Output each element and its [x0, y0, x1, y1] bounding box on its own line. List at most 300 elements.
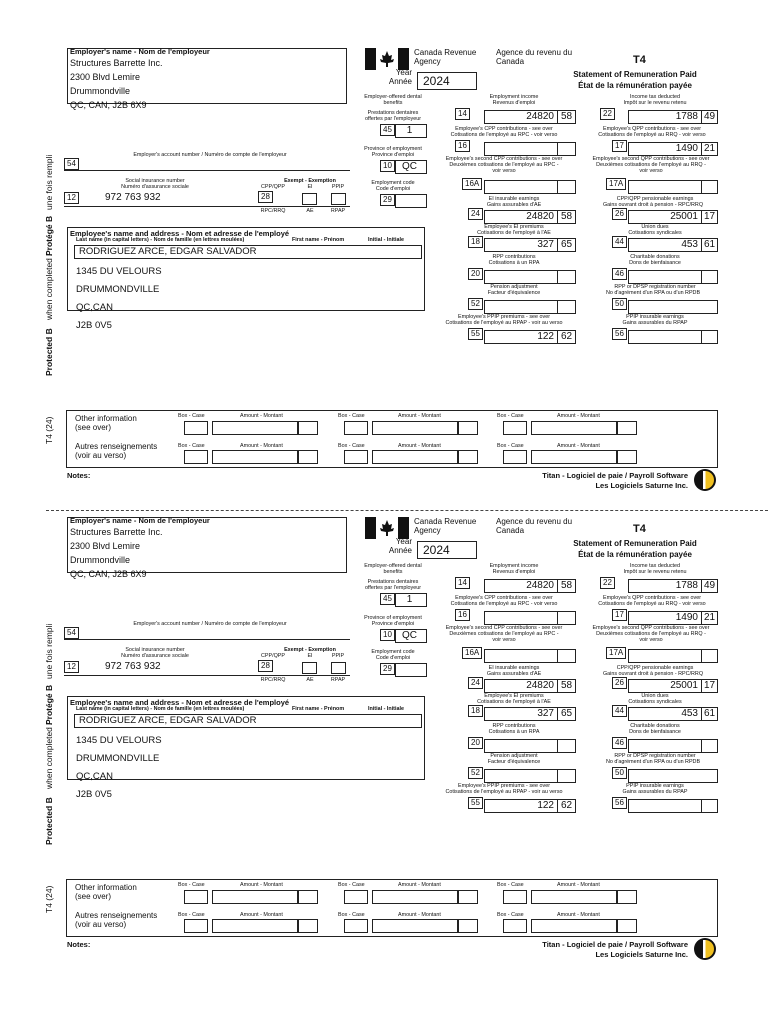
other-box-1-code[interactable] [184, 421, 208, 435]
province-label-2: Province d'emploi [371, 621, 415, 627]
notes-label: Notes: [67, 471, 91, 480]
b46-label-en: Charitable donations [630, 723, 680, 729]
b16-label-en: Employee's CPP contributions - see over [455, 595, 553, 601]
box-50-value [628, 769, 718, 783]
other-box-3-cents[interactable] [617, 421, 637, 435]
account-line [64, 639, 350, 640]
other-box-1-code[interactable] [184, 890, 208, 904]
b17A-label-fr: Deuxièmes cotisations de l'employé au RRQ - [596, 162, 706, 168]
side-protege: Protégé B [44, 215, 54, 256]
box-17A-number: 17A [606, 178, 626, 190]
titan-software-line-1: Titan - Logiciel de paie / Payroll Software [542, 471, 688, 480]
box-29-number: 29 [380, 194, 395, 206]
exempt-cpp: CPP/QPP [261, 184, 285, 190]
cra-en-2: Agency [414, 526, 441, 535]
other-col-box-4: Box - Case [178, 912, 205, 918]
box-56-cents [702, 799, 718, 813]
exempt-ei-box[interactable] [302, 662, 317, 674]
box-17A-dollars [628, 180, 702, 194]
box-17A-number: 17A [606, 647, 626, 659]
box-20-dollars [484, 270, 558, 284]
box-17-cents: 21 [702, 142, 718, 156]
box-45-value: 1 [395, 124, 427, 138]
b56-label-en: PPIP insurable earnings [626, 783, 684, 789]
b26-label-en: CPP/QPP pensionable earnings [616, 196, 694, 202]
sin-label-fr: Numéro d'assurance sociale [121, 184, 189, 190]
exempt-label: Exempt - Exemption [284, 647, 336, 653]
t4-slip-top [0, 44, 768, 514]
employee-sub-initial: Initial - Initiale [368, 237, 404, 243]
b46-label-fr: Dons de bienfaisance [629, 260, 681, 266]
exempt-rpc: RPC/RRQ [260, 677, 286, 683]
year-label-en: Year [395, 68, 412, 77]
other-col-box-2: Box - Case [338, 882, 365, 888]
box-22-cents: 49 [702, 110, 718, 124]
other-col-amount-6: Amount - Montant [557, 912, 600, 918]
box-24-dollars: 24820 [484, 679, 558, 693]
box-50-number: 50 [612, 298, 627, 310]
account-line [64, 170, 350, 171]
b18-label-fr: Cotisations de l'employé à l'AE [477, 699, 551, 705]
other-box-4-cents[interactable] [298, 919, 318, 933]
box-54-number: 54 [64, 627, 79, 639]
box-55-dollars: 122 [484, 799, 558, 813]
employer-title: Employer's name - Nom de l'employeur [70, 516, 210, 525]
b26-label-fr: Gains ouvrant droit à pension - RPC/RRQ [602, 671, 704, 677]
box-22-cents: 49 [702, 579, 718, 593]
exempt-ae: AE [306, 208, 314, 214]
b14-label-fr: Revenus d'emploi [492, 569, 536, 575]
other-box-3-code[interactable] [503, 890, 527, 904]
box-29-value [395, 194, 427, 208]
employee-address-4: J2B 0V5 [76, 320, 112, 331]
employee-sub-first: First name - Prénom [292, 237, 345, 243]
side-margin-text [44, 583, 64, 913]
b50-label-fr: No d'agrément d'un RPA ou d'un RPDB [605, 759, 701, 765]
other-col-amount-3: Amount - Montant [557, 413, 600, 419]
b22-label-fr: Impôt sur le revenu retenu [623, 100, 687, 106]
other-box-5-amount[interactable] [372, 919, 458, 933]
box-56-dollars [628, 330, 702, 344]
other-col-box-6: Box - Case [497, 912, 524, 918]
box-50-number: 50 [612, 767, 627, 779]
box-16A-dollars [484, 649, 558, 663]
b44-label-en: Union dues [641, 693, 669, 699]
b17A-label-fr2: voir verso [639, 637, 663, 643]
exempt-ei-box[interactable] [302, 193, 317, 205]
province-label-1: Province of employment [364, 146, 422, 152]
box-52-cents [558, 300, 576, 314]
b52-label-fr: Facteur d'équivalence [487, 759, 541, 765]
box-45-number: 45 [380, 124, 395, 136]
exempt-ae: AE [306, 677, 314, 683]
sin-label-en: Social insurance number [125, 647, 185, 653]
other-label-en: Other information [75, 883, 137, 892]
employee-sub-last: Last name (in capital letters) - Nom de famille (en lettres moulées) [76, 706, 245, 712]
other-col-box-2: Box - Case [338, 413, 365, 419]
box-56-dollars [628, 799, 702, 813]
b55-label-fr: Cotisations de l'employé au RPAP - voir au verso [445, 789, 563, 795]
employer-name: Structures Barrette Inc. [70, 527, 163, 537]
form-title-fr: État de la rémunération payée [578, 81, 692, 90]
side-protected: Protected B [44, 328, 54, 376]
other-box-4-amount[interactable] [212, 450, 298, 464]
box-10-value: QC [395, 629, 427, 643]
exempt-label: Exempt - Exemption [284, 178, 336, 184]
employer-address-3: QC, CAN, J2B 6X9 [70, 100, 147, 110]
box-50-value [628, 300, 718, 314]
other-box-3-cents[interactable] [617, 890, 637, 904]
other-label-fr: Autres renseignements [75, 442, 158, 451]
exempt-ppip: PPIP [331, 653, 345, 659]
b14-label-en: Employment income [489, 563, 539, 569]
box-12-number: 12 [64, 661, 79, 673]
box-46-dollars [628, 270, 702, 284]
box-16-number: 16 [455, 609, 470, 621]
box-18-number: 18 [468, 705, 483, 717]
box-17A-dollars [628, 649, 702, 663]
saturne-logo-icon [693, 937, 717, 961]
box-52-number: 52 [468, 298, 483, 310]
box-18-number: 18 [468, 236, 483, 248]
empcode-label-2: Code d'emploi [375, 186, 411, 192]
other-box-5-code[interactable] [344, 450, 368, 464]
box-16-dollars [484, 142, 558, 156]
b52-label-en: Pension adjustment [490, 284, 538, 290]
b46-label-fr: Dons de bienfaisance [629, 729, 681, 735]
box-18-cents: 65 [558, 707, 576, 721]
other-box-1-amount[interactable] [212, 421, 298, 435]
other-box-6-code[interactable] [503, 919, 527, 933]
b24-label-en: EI insurable earnings [488, 196, 540, 202]
box-46-cents [702, 270, 718, 284]
employee-address-2: DRUMMONDVILLE [76, 284, 160, 295]
box-16-dollars [484, 611, 558, 625]
box-55-number: 55 [468, 328, 483, 340]
other-box-1-cents[interactable] [298, 890, 318, 904]
empcode-label-1: Employment code [371, 649, 415, 655]
dental-label-2: benefits [383, 100, 403, 106]
b56-label-en: PPIP insurable earnings [626, 314, 684, 320]
b20-label-en: RPP contributions [492, 723, 536, 729]
cra-en-2: Agency [414, 57, 441, 66]
box-29-value [395, 663, 427, 677]
b26-label-en: CPP/QPP pensionable earnings [616, 665, 694, 671]
box-14-cents: 58 [558, 579, 576, 593]
box-55-cents: 62 [558, 330, 576, 344]
box-22-dollars: 1788 [628, 110, 702, 124]
other-label-fr-2: (voir au verso) [75, 451, 127, 460]
other-box-6-amount[interactable] [531, 919, 617, 933]
box-44-cents: 61 [702, 238, 718, 252]
cra-fr-2: Canada [496, 57, 525, 66]
other-box-6-code[interactable] [503, 450, 527, 464]
titan-software-line-1: Titan - Logiciel de paie / Payroll Software [542, 940, 688, 949]
b16A-label-fr2: voir verso [492, 637, 516, 643]
dental-label-3: Prestations dentaires [367, 579, 419, 585]
b17A-label-fr: Deuxièmes cotisations de l'employé au RRQ - [596, 631, 706, 637]
box-17-dollars: 1490 [628, 611, 702, 625]
b52-label-en: Pension adjustment [490, 753, 538, 759]
box-22-number: 22 [600, 108, 615, 120]
b17-label-en: Employee's QPP contributions - see over [602, 126, 701, 132]
other-box-3-amount[interactable] [531, 421, 617, 435]
b18-label-en: Employee's EI premiums [484, 224, 544, 230]
account-label: Employer's account number / Numéro de compte de l'employeur [133, 152, 287, 158]
b44-label-fr: Cotisations syndicales [628, 230, 682, 236]
other-box-2-code[interactable] [344, 890, 368, 904]
b44-label-en: Union dues [641, 224, 669, 230]
other-box-2-code[interactable] [344, 421, 368, 435]
b56-label-fr: Gains assurables du RPAP [622, 789, 688, 795]
box-45-value: 1 [395, 593, 427, 607]
other-box-2-cents[interactable] [458, 421, 478, 435]
other-box-6-cents[interactable] [617, 450, 637, 464]
other-col-box-1: Box - Case [178, 882, 205, 888]
employee-sub-last: Last name (in capital letters) - Nom de famille (en lettres moulées) [76, 237, 245, 243]
box-14-dollars: 24820 [484, 579, 558, 593]
b14-label-en: Employment income [489, 94, 539, 100]
box-16A-number: 16A [462, 647, 482, 659]
box-28-number: 28 [258, 191, 273, 203]
box-26-number: 26 [612, 677, 627, 689]
other-col-box-1: Box - Case [178, 413, 205, 419]
box-52-cents [558, 769, 576, 783]
b17A-label-fr2: voir verso [639, 168, 663, 174]
box-14-number: 14 [455, 577, 470, 589]
other-box-3-amount[interactable] [531, 890, 617, 904]
box-55-cents: 62 [558, 799, 576, 813]
notes-label: Notes: [67, 940, 91, 949]
box-10-number: 10 [380, 629, 395, 641]
b17A-label-en: Employee's second QPP contributions - see over [592, 625, 710, 631]
employee-address-2: DRUMMONDVILLE [76, 753, 160, 764]
b22-label-fr: Impôt sur le revenu retenu [623, 569, 687, 575]
b14-label-fr: Revenus d'emploi [492, 100, 536, 106]
t4-slip-bottom [0, 513, 768, 983]
other-col-amount-4: Amount - Montant [240, 912, 283, 918]
box-18-dollars: 327 [484, 707, 558, 721]
employee-address-1: 1345 DU VELOURS [76, 266, 162, 277]
box-44-number: 44 [612, 705, 627, 717]
box-26-number: 26 [612, 208, 627, 220]
other-col-box-4: Box - Case [178, 443, 205, 449]
other-col-amount-2: Amount - Montant [398, 413, 441, 419]
other-box-4-code[interactable] [184, 450, 208, 464]
box-55-dollars: 122 [484, 330, 558, 344]
b16A-label-en: Employee's second CPP contributions - see over [445, 625, 563, 631]
form-code: T4 [633, 54, 646, 66]
form-code: T4 [633, 523, 646, 535]
form-title-fr: État de la rémunération payée [578, 550, 692, 559]
b18-label-fr: Cotisations de l'employé à l'AE [477, 230, 551, 236]
dental-label-4: offertes par l'employeur [364, 116, 422, 122]
side-form-code: T4 (24) [44, 885, 54, 913]
other-col-amount-5: Amount - Montant [398, 912, 441, 918]
other-col-amount-2: Amount - Montant [398, 882, 441, 888]
box-46-cents [702, 739, 718, 753]
box-26-dollars: 25001 [628, 210, 702, 224]
box-20-cents [558, 270, 576, 284]
b17-label-en: Employee's QPP contributions - see over [602, 595, 701, 601]
form-title-en: Statement of Remuneration Paid [573, 70, 697, 79]
other-box-6-amount[interactable] [531, 450, 617, 464]
box-14-dollars: 24820 [484, 110, 558, 124]
other-col-amount-5: Amount - Montant [398, 443, 441, 449]
box-52-number: 52 [468, 767, 483, 779]
box-26-cents: 17 [702, 679, 718, 693]
employer-name: Structures Barrette Inc. [70, 58, 163, 68]
sin-label-en: Social insurance number [125, 178, 185, 184]
other-box-2-cents[interactable] [458, 890, 478, 904]
box-44-dollars: 453 [628, 238, 702, 252]
box-46-dollars [628, 739, 702, 753]
box-24-cents: 58 [558, 210, 576, 224]
employee-address-3: QC,CAN [76, 771, 113, 782]
saturne-logo-icon [693, 468, 717, 492]
side-form-code: T4 (24) [44, 416, 54, 444]
box-26-dollars: 25001 [628, 679, 702, 693]
box-20-number: 20 [468, 268, 483, 280]
year-value: 2024 [417, 72, 477, 90]
side-margin-text [44, 114, 64, 444]
b16A-label-en: Employee's second CPP contributions - see over [445, 156, 563, 162]
box-17A-cents [702, 180, 718, 194]
box-16A-dollars [484, 180, 558, 194]
box-14-cents: 58 [558, 110, 576, 124]
b56-label-fr: Gains assurables du RPAP [622, 320, 688, 326]
other-box-4-code[interactable] [184, 919, 208, 933]
box-17-dollars: 1490 [628, 142, 702, 156]
box-16A-number: 16A [462, 178, 482, 190]
box-52-dollars [484, 300, 558, 314]
other-box-2-amount[interactable] [372, 421, 458, 435]
employee-sub-first: First name - Prénom [292, 706, 345, 712]
other-box-5-amount[interactable] [372, 450, 458, 464]
other-box-6-cents[interactable] [617, 919, 637, 933]
box-10-value: QC [395, 160, 427, 174]
other-box-5-cents[interactable] [458, 450, 478, 464]
exempt-ppip-box[interactable] [331, 193, 346, 205]
exempt-ppip-box[interactable] [331, 662, 346, 674]
box-14-number: 14 [455, 108, 470, 120]
year-label-en: Year [395, 537, 412, 546]
side-protege: Protégé B [44, 684, 54, 725]
cra-fr-1: Agence du revenu du [496, 517, 573, 526]
employee-sub-initial: Initial - Initiale [368, 706, 404, 712]
exempt-cpp: CPP/QPP [261, 653, 285, 659]
year-value: 2024 [417, 541, 477, 559]
b17-label-fr: Cotisations de l'employé au RRQ - voir verso [598, 601, 706, 607]
b24-label-en: EI insurable earnings [488, 665, 540, 671]
box-54-number: 54 [64, 158, 79, 170]
box-24-cents: 58 [558, 679, 576, 693]
b44-label-fr: Cotisations syndicales [628, 699, 682, 705]
other-box-4-amount[interactable] [212, 919, 298, 933]
box-46-number: 46 [612, 268, 627, 280]
other-box-5-cents[interactable] [458, 919, 478, 933]
b22-label-en: Income tax deducted [629, 94, 681, 100]
box-10-number: 10 [380, 160, 395, 172]
other-col-amount-1: Amount - Montant [240, 882, 283, 888]
box-17-cents: 21 [702, 611, 718, 625]
box-16A-cents [558, 180, 576, 194]
box-17-number: 17 [612, 140, 627, 152]
empcode-label-1: Employment code [371, 180, 415, 186]
box-46-number: 46 [612, 737, 627, 749]
other-box-2-amount[interactable] [372, 890, 458, 904]
form-title-en: Statement of Remuneration Paid [573, 539, 697, 548]
b16A-label-fr: Deuxièmes cotisations de l'employé au RPC - [449, 162, 559, 168]
other-col-box-5: Box - Case [338, 443, 365, 449]
employer-address-3: QC, CAN, J2B 6X9 [70, 569, 147, 579]
other-box-3-code[interactable] [503, 421, 527, 435]
sin-value: 972 763 932 [105, 192, 161, 203]
b20-label-en: RPP contributions [492, 254, 536, 260]
employer-address-2: Drummondville [70, 555, 131, 565]
dental-label-1: Employer-offered dental [364, 94, 422, 100]
exempt-ppip: PPIP [331, 184, 345, 190]
box-56-number: 56 [612, 797, 627, 809]
b18-label-en: Employee's EI premiums [484, 693, 544, 699]
b20-label-fr: Cotisations à un RPA [488, 260, 540, 266]
exempt-rpc: RPC/RRQ [260, 208, 286, 214]
titan-software-line-2: Les Logiciels Saturne Inc. [595, 950, 688, 959]
canada-flag-icon [365, 517, 409, 539]
b50-label-fr: No d'agrément d'un RPA ou d'un RPDB [605, 290, 701, 296]
other-label-fr-2: (voir au verso) [75, 920, 127, 929]
other-col-box-3: Box - Case [497, 882, 524, 888]
b16A-label-fr2: voir verso [492, 168, 516, 174]
b16-label-fr: Cotisations de l'employé au RPC - voir verso [450, 132, 558, 138]
dental-label-4: offertes par l'employeur [364, 585, 422, 591]
other-box-1-cents[interactable] [298, 421, 318, 435]
box-24-number: 24 [468, 677, 483, 689]
b50-label-en: RPP or DPSP registration number [614, 753, 696, 759]
box-44-number: 44 [612, 236, 627, 248]
other-label-en-2: (see over) [75, 423, 112, 432]
other-col-amount-6: Amount - Montant [557, 443, 600, 449]
titan-software-line-2: Les Logiciels Saturne Inc. [595, 481, 688, 490]
employer-title: Employer's name - Nom de l'employeur [70, 47, 210, 56]
sin-value: 972 763 932 [105, 661, 161, 672]
sin-label-fr: Numéro d'assurance sociale [121, 653, 189, 659]
employer-address-1: 2300 Blvd Lemire [70, 541, 141, 551]
dental-label-2: benefits [383, 569, 403, 575]
other-box-4-cents[interactable] [298, 450, 318, 464]
box-56-number: 56 [612, 328, 627, 340]
side-une-fois: une fois rempli [44, 154, 54, 210]
other-box-1-amount[interactable] [212, 890, 298, 904]
side-une-fois: une fois rempli [44, 623, 54, 679]
employer-address-2: Drummondville [70, 86, 131, 96]
box-24-dollars: 24820 [484, 210, 558, 224]
exempt-rpap: RPAP [330, 208, 346, 214]
other-box-5-code[interactable] [344, 919, 368, 933]
other-col-box-6: Box - Case [497, 443, 524, 449]
other-label-en: Other information [75, 414, 137, 423]
sin-line [64, 675, 350, 676]
box-18-dollars: 327 [484, 238, 558, 252]
box-26-cents: 17 [702, 210, 718, 224]
side-when-completed: when completed / [44, 253, 54, 320]
employee-address-1: 1345 DU VELOURS [76, 735, 162, 746]
b16-label-en: Employee's CPP contributions - see over [455, 126, 553, 132]
other-col-box-3: Box - Case [497, 413, 524, 419]
other-col-amount-1: Amount - Montant [240, 413, 283, 419]
year-label-fr: Année [388, 77, 412, 86]
exempt-ei: EI [307, 184, 313, 190]
